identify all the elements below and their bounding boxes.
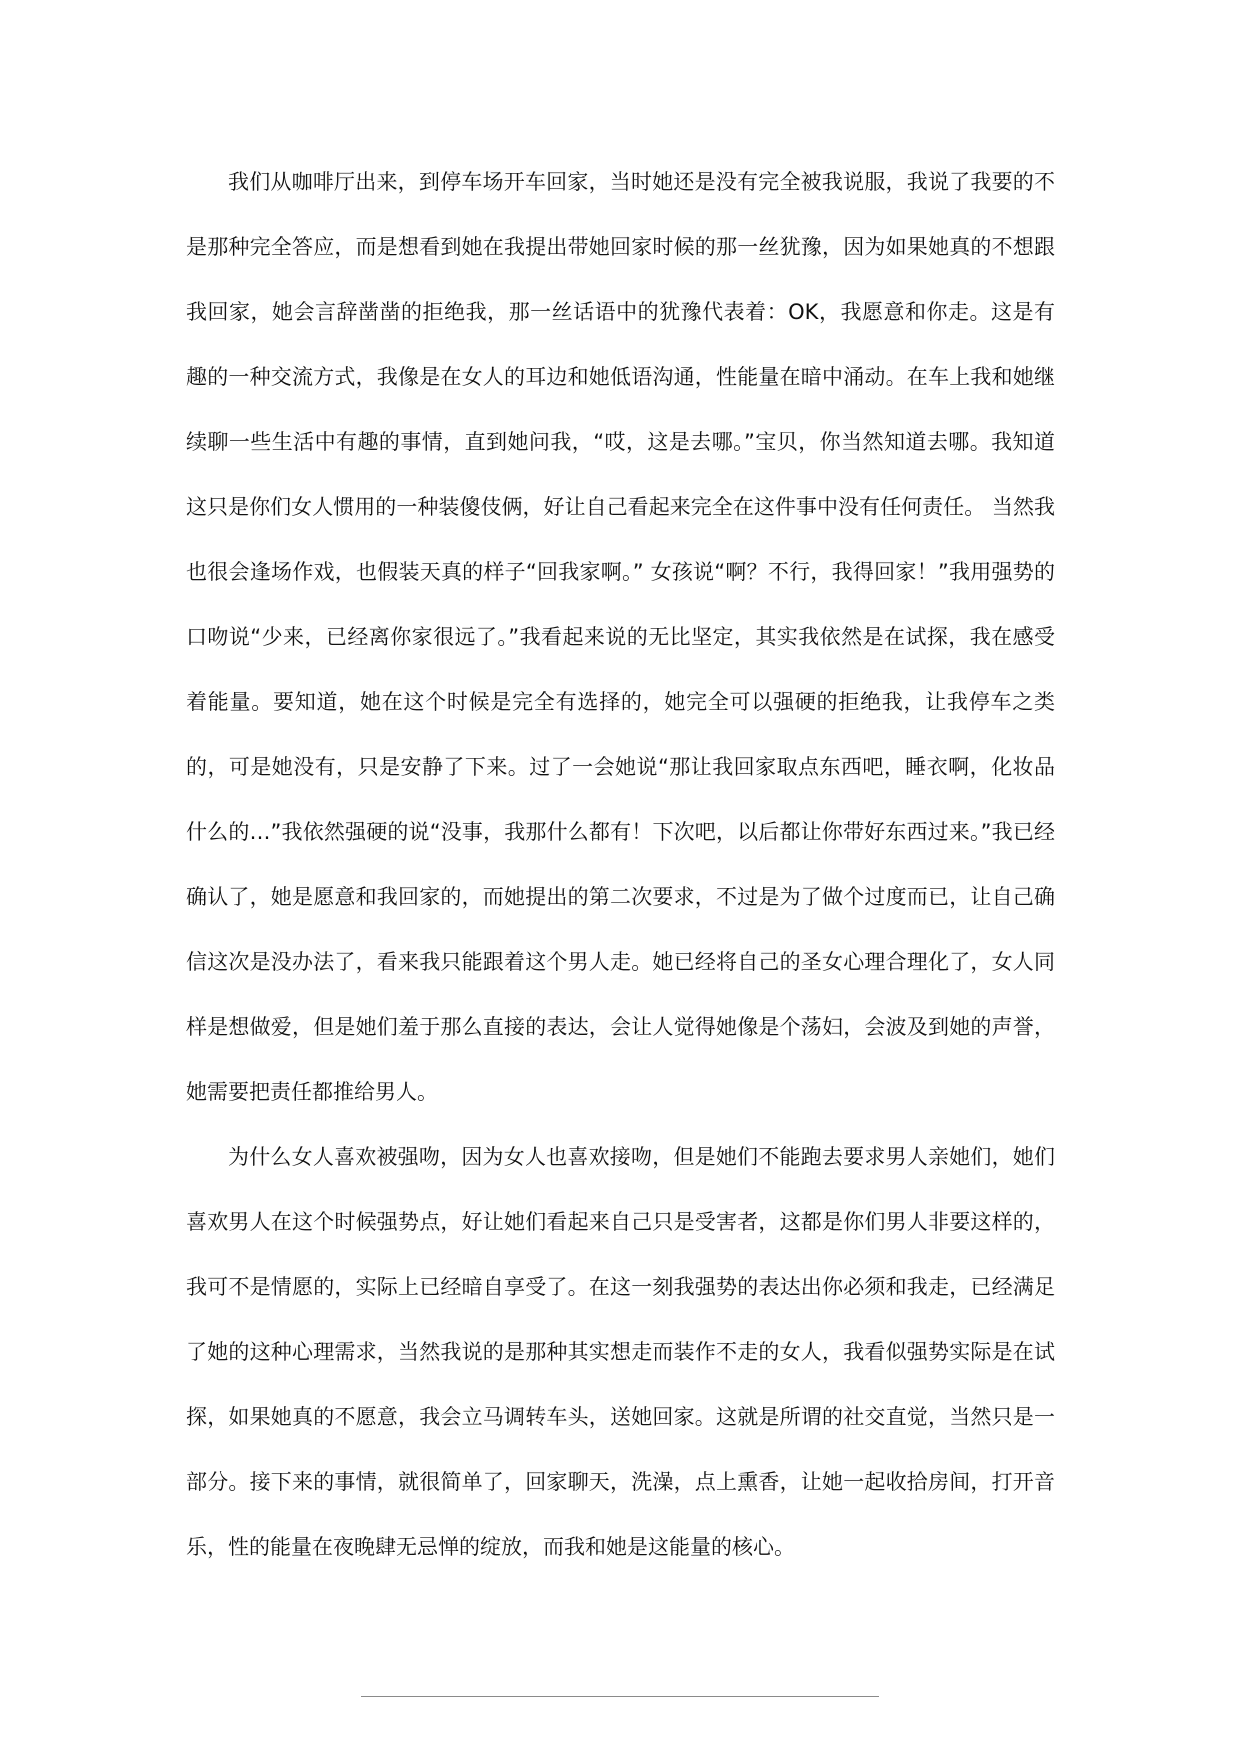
document-body <box>186 150 1055 1580</box>
paragraph-2: 为什么女人喜欢被强吻，因为女人也喜欢接吻，但是她们不能跑去要求男人亲她们，她们喜欢男人在这个时候强势点，好让她们看起来自己只是受害者，这都是你们男人非要这样的，我可不是情愿的，实际上已经暗自享受了。在这一刻我强势的表达出你必须和我走，已经满足了她的这种心理需求，当然我说的是那种其实想走而装作不走的女人，我看似强势实际是在试探，如果她真的不愿意，我会立马调转车头，送她回家。这就是所谓的社交直觉，当然只是一部分。接下来的事情，就很简单了，回家聊天，洗澡，点上熏香，让她一起收拾房间，打开音乐，性的能量在夜晚肆无忌惮的绽放，而我和她是这能量的核心。 <box>186 1145 1055 1559</box>
paragraph-1: 我们从咖啡厅出来，到停车场开车回家，当时她还是没有完全被我说服，我说了我要的不是那种完全答应，而是想看到她在我提出带她回家时候的那一丝犹豫，因为如果她真的不想跟我回家，她会言辞凿凿的拒绝我，那一丝话语中的犹豫代表着：OK，我愿意和你走。这是有趣的一种交流方式，我像是在女人的耳边和她低语沟通，性能量在暗中涌动。在车上我和她继续聊一些生活中有趣的事情，直到她问我，“哎，这是去哪。”宝贝，你当然知道去哪。我知道这只是你们女人惯用的一种装傻伎俩，好让自己看起来完全在这件事中没有任何责任。 当然我也很会逢场作戏，也假装天真的样子“回我家啊。” 女孩说“啊？不行，我得回家！”我用强势的口吻说“少来，已经离你家很远了。”我看起来说的无比坚定，其实我依然是在试探，我在感受着能量。要知道，她在这个时候是完全有选择的，她完全可以强硬的拒绝我，让我停车之类的，可是她没有，只是安静了下来。过了一会她说“那让我回家取点东西吧，睡衣啊，化妆品什么的…”我依然强硬的说“没事，我那什么都有！下次吧，以后都让你带好东西过来。”我已经确认了，她是愿意和我回家的，而她提出的第二次要求，不过是为了做个过度而已，让自己确信这次是没办法了，看来我只能跟着这个男人走。她已经将自己的圣女心理合理化了，女人同样是想做爱，但是她们羞于那么直接的表达，会让人觉得她像是个荡妇，会波及到她的声誉，她需要把责任都推给男人。 <box>186 170 1055 1104</box>
footer-divider <box>361 1696 879 1697</box>
